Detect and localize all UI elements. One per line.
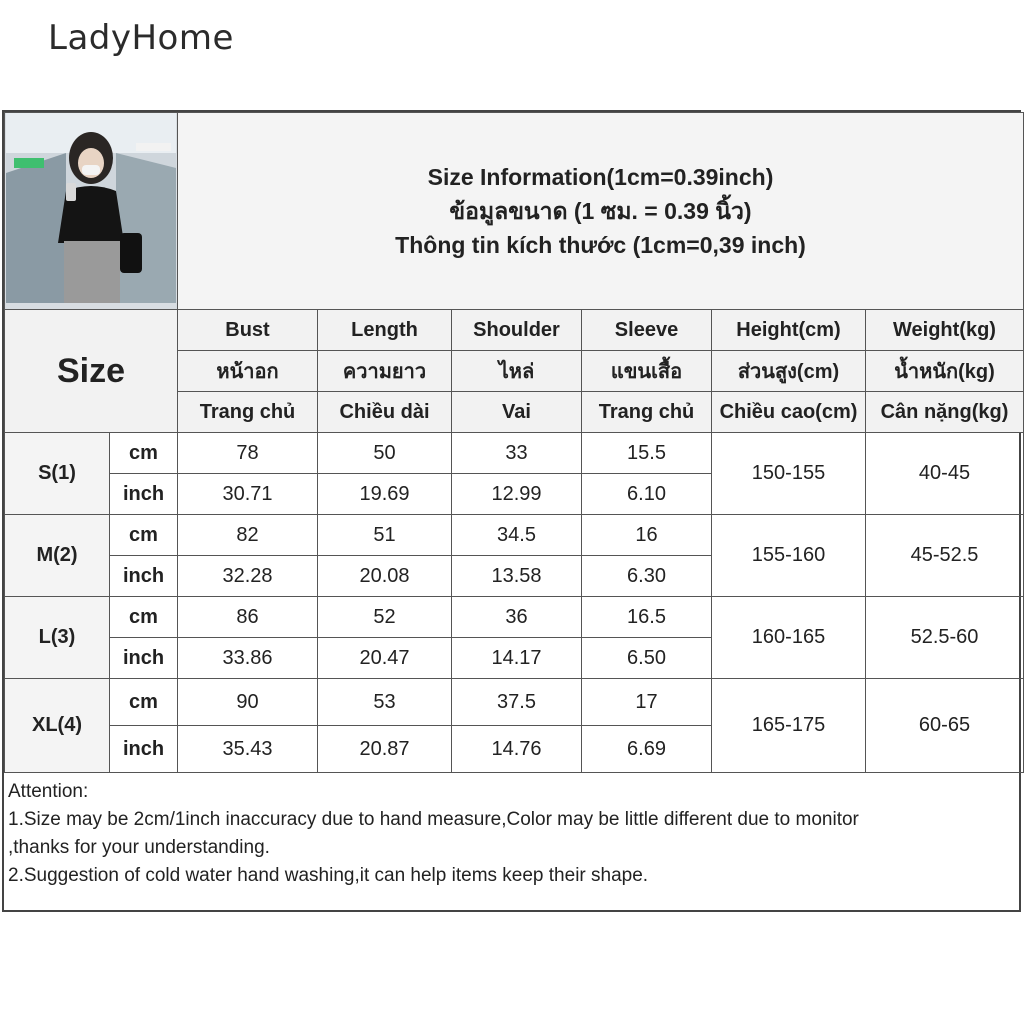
- unit-inch: inch: [110, 726, 178, 773]
- header-height-en: Height(cm): [712, 310, 866, 351]
- table-row: [5, 433, 1024, 474]
- attention-notes: [4, 774, 1019, 910]
- header-weight-vi: Cân nặng(kg): [866, 392, 1024, 433]
- table-row: [5, 679, 1024, 726]
- header-height-vi: Chiều cao(cm): [712, 392, 866, 433]
- header-sleeve-th: แขนเสื้อ: [582, 351, 712, 392]
- model-photo-image: [6, 113, 176, 303]
- size-info-title: [178, 113, 1024, 310]
- cell-sleeve: 16.5: [582, 597, 712, 638]
- header-bust-vi: Trang chủ: [178, 392, 318, 433]
- unit-cm: cm: [110, 515, 178, 556]
- cell-weight: 40-45: [866, 433, 1024, 515]
- cell-height: 150-155: [712, 433, 866, 515]
- header-shoulder-en: Shoulder: [452, 310, 582, 351]
- cell-shoulder: 13.58: [452, 556, 582, 597]
- size-row-label: M(2): [5, 515, 110, 597]
- cell-sleeve: 16: [582, 515, 712, 556]
- cell-shoulder: 14.17: [452, 638, 582, 679]
- product-photo: [5, 113, 178, 310]
- table-row: [5, 597, 1024, 638]
- cell-shoulder: 36: [452, 597, 582, 638]
- cell-length: 53: [318, 679, 452, 726]
- cell-sleeve: 17: [582, 679, 712, 726]
- note-line-1-cont: ,thanks for your understanding.: [8, 837, 270, 858]
- size-row-label: L(3): [5, 597, 110, 679]
- cell-length: 50: [318, 433, 452, 474]
- size-table: [4, 112, 1024, 773]
- header-sleeve-en: Sleeve: [582, 310, 712, 351]
- cell-length: 20.47: [318, 638, 452, 679]
- size-chart: [2, 110, 1021, 912]
- cell-weight: 52.5-60: [866, 597, 1024, 679]
- header-bust-en: Bust: [178, 310, 318, 351]
- header-weight-en: Weight(kg): [866, 310, 1024, 351]
- cell-sleeve: 6.10: [582, 474, 712, 515]
- cell-shoulder: 37.5: [452, 679, 582, 726]
- cell-sleeve: 15.5: [582, 433, 712, 474]
- header-shoulder-th: ไหล่: [452, 351, 582, 392]
- cell-sleeve: 6.50: [582, 638, 712, 679]
- size-row-label: S(1): [5, 433, 110, 515]
- cell-length: 51: [318, 515, 452, 556]
- cell-height: 160-165: [712, 597, 866, 679]
- cell-shoulder: 12.99: [452, 474, 582, 515]
- table-row: [5, 515, 1024, 556]
- note-line-1: 1.Size may be 2cm/1inch inaccuracy due to hand measure,Color may be little different due to monitor: [8, 809, 859, 830]
- cell-length: 52: [318, 597, 452, 638]
- cell-bust: 82: [178, 515, 318, 556]
- cell-bust: 32.28: [178, 556, 318, 597]
- cell-bust: 78: [178, 433, 318, 474]
- header-length-th: ความยาว: [318, 351, 452, 392]
- cell-length: 19.69: [318, 474, 452, 515]
- header-length-en: Length: [318, 310, 452, 351]
- cell-weight: 45-52.5: [866, 515, 1024, 597]
- header-height-th: ส่วนสูง(cm): [712, 351, 866, 392]
- unit-inch: inch: [110, 474, 178, 515]
- cell-sleeve: 6.30: [582, 556, 712, 597]
- cell-weight: 60-65: [866, 679, 1024, 773]
- unit-cm: cm: [110, 433, 178, 474]
- brand-logo: LadyHome: [48, 18, 234, 58]
- unit-cm: cm: [110, 597, 178, 638]
- header-weight-th: น้ำหนัก(kg): [866, 351, 1024, 392]
- title-th: ข้อมูลขนาด (1 ซม. = 0.39 นิ้ว): [449, 198, 752, 224]
- size-row-label: XL(4): [5, 679, 110, 773]
- cell-height: 155-160: [712, 515, 866, 597]
- cell-sleeve: 6.69: [582, 726, 712, 773]
- cell-length: 20.08: [318, 556, 452, 597]
- unit-cm: cm: [110, 679, 178, 726]
- unit-inch: inch: [110, 556, 178, 597]
- unit-inch: inch: [110, 638, 178, 679]
- size-header: Size: [5, 310, 178, 433]
- title-vi: Thông tin kích thước (1cm=0,39 inch): [395, 232, 806, 258]
- cell-bust: 35.43: [178, 726, 318, 773]
- cell-height: 165-175: [712, 679, 866, 773]
- cell-shoulder: 34.5: [452, 515, 582, 556]
- cell-shoulder: 14.76: [452, 726, 582, 773]
- note-line-2: 2.Suggestion of cold water hand washing,it can help items keep their shape.: [8, 865, 649, 886]
- notes-heading: Attention:: [8, 781, 89, 802]
- header-sleeve-vi: Trang chủ: [582, 392, 712, 433]
- header-bust-th: หน้าอก: [178, 351, 318, 392]
- cell-bust: 86: [178, 597, 318, 638]
- cell-length: 20.87: [318, 726, 452, 773]
- cell-bust: 30.71: [178, 474, 318, 515]
- header-shoulder-vi: Vai: [452, 392, 582, 433]
- cell-bust: 90: [178, 679, 318, 726]
- cell-shoulder: 33: [452, 433, 582, 474]
- title-en: Size Information(1cm=0.39inch): [427, 164, 774, 190]
- cell-bust: 33.86: [178, 638, 318, 679]
- header-length-vi: Chiều dài: [318, 392, 452, 433]
